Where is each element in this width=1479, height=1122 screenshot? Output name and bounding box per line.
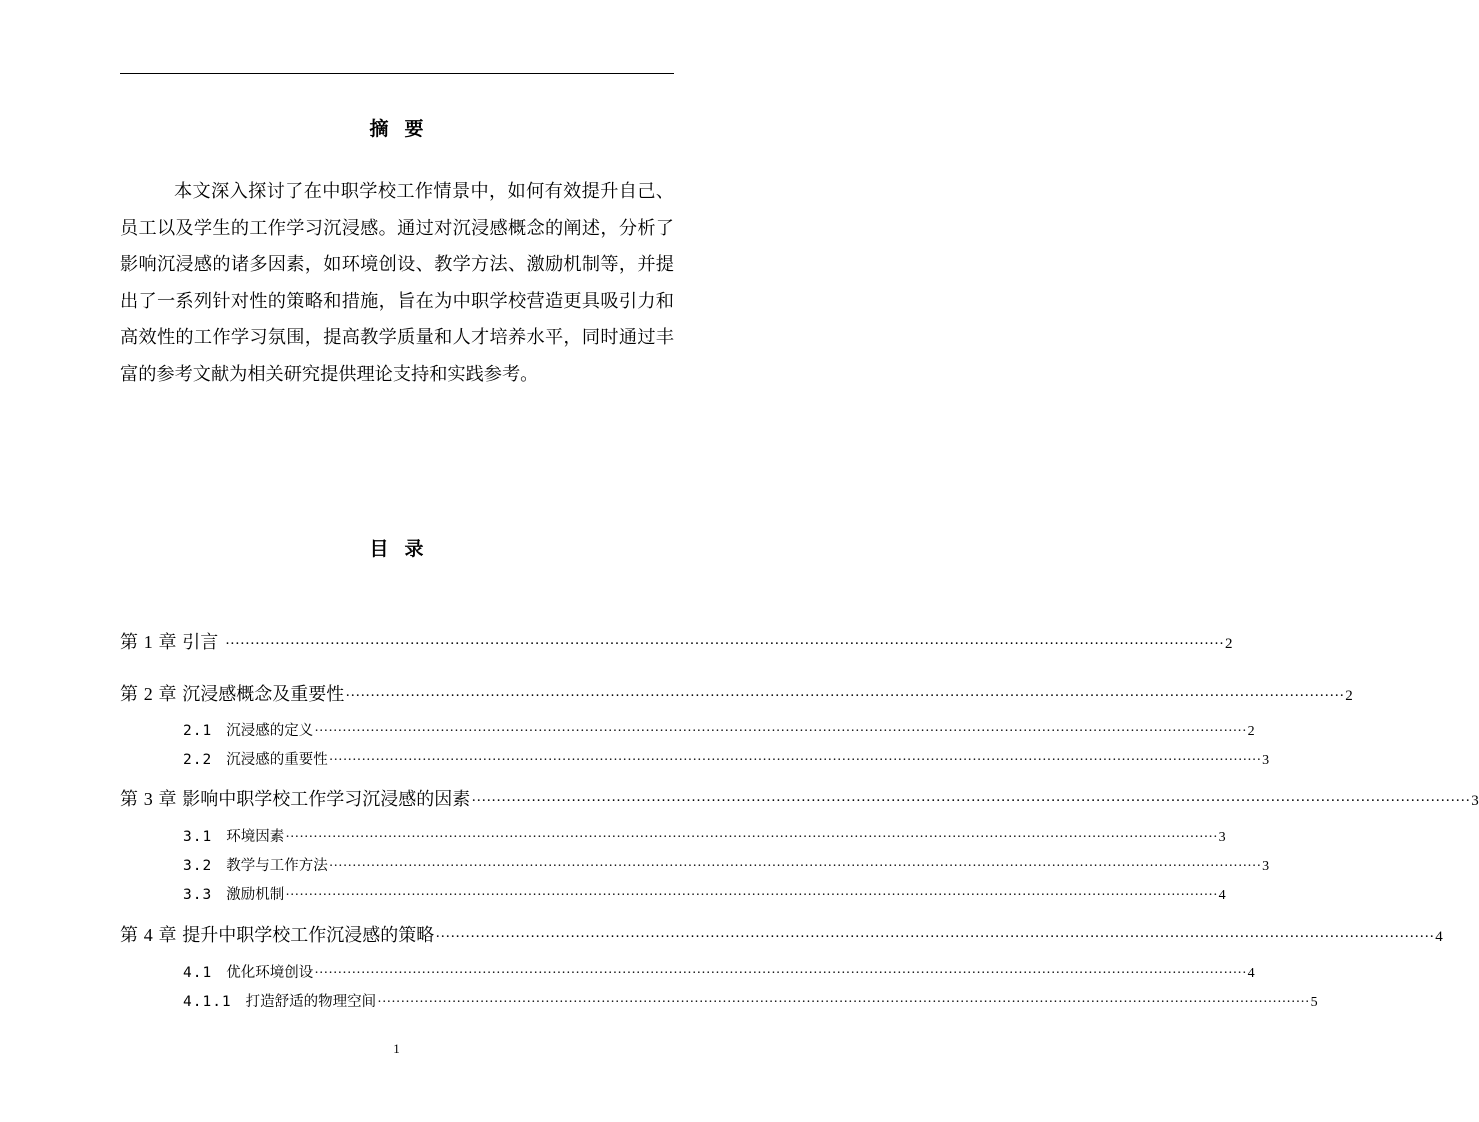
toc-entry-section-3-3[interactable] — [183, 883, 1226, 904]
toc-entry-chapter-2[interactable] — [120, 680, 1353, 706]
abstract-body: 本文深入探讨了在中职学校工作情景中，如何有效提升自己、员工以及学生的工作学习沉浸感。通过对沉浸感概念的阐述，分析了影响沉浸感的诸多因素，如环境创设、教学方法、激励机制等，并提出了一系列针对性的策略和措施，旨在为中职学校营造更具吸引力和高效性的工作学习氛围，提高教学质量和人才培养水平，同时通过丰富的参考文献为相关研究提供理论支持和实践参考。 — [120, 181, 674, 385]
toc-leader-dots: ········································································································································································································ — [345, 688, 1345, 704]
toc-entry-page: 2 — [1247, 724, 1255, 739]
toc-entry-page: 3 — [1262, 753, 1270, 768]
toc-entry-page: 5 — [1310, 995, 1318, 1010]
toc-entry-page: 3 — [1471, 793, 1479, 809]
toc-leader-dots: ········································································································································································································ — [377, 995, 1310, 1010]
toc-leader-dots: ········································································································································································································ — [314, 724, 1247, 739]
toc-leader-dots: ········································································································································································································ — [285, 830, 1218, 845]
toc-entry-label: 3.3 激励机制 — [183, 887, 285, 903]
toc-entry-label: 第 3 章 影响中职学校工作学习沉浸感的因素 — [120, 789, 471, 810]
toc-entry-section-2-2[interactable] — [183, 748, 1270, 769]
toc-entry-page: 2 — [1224, 636, 1233, 652]
toc-entry-page: 4 — [1435, 929, 1443, 945]
header-rule — [120, 73, 674, 74]
toc-entry-label: 4.1.1 打造舒适的物理空间 — [183, 994, 377, 1010]
toc-title: 目录 — [369, 538, 440, 560]
toc-entry-section-4-1[interactable] — [183, 961, 1255, 982]
toc-entry-section-3-1[interactable] — [183, 825, 1226, 846]
toc-entry-page: 4 — [1247, 966, 1255, 981]
toc-entry-page: 3 — [1262, 859, 1270, 874]
toc-leader-dots: ········································································································································································································ — [285, 888, 1218, 903]
toc-leader-dots: ········································································································································································································ — [328, 753, 1262, 768]
toc-leader-dots: ········································································································································································································ — [328, 859, 1262, 874]
toc-entry-chapter-1[interactable] — [120, 628, 1233, 654]
toc-entry-section-4-1-1[interactable] — [183, 990, 1318, 1011]
toc-entry-page: 4 — [1218, 888, 1226, 903]
toc-entry-section-3-2[interactable] — [183, 854, 1270, 875]
toc-entry-label: 第 2 章 沉浸感概念及重要性 — [120, 684, 345, 705]
toc-entry-page: 3 — [1218, 830, 1226, 845]
toc-entry-label: 3.1 环境因素 — [183, 829, 285, 845]
toc-entry-label: 2.1 沉浸感的定义 — [183, 723, 314, 739]
page-number: 1 — [393, 1041, 400, 1056]
toc-leader-dots: ········································································································································································································ — [471, 793, 1471, 809]
toc-leader-dots: ········································································································································································································ — [314, 966, 1247, 981]
toc-leader-dots: ········································································································································································································ — [435, 929, 1435, 945]
toc-entry-page: 2 — [1345, 688, 1353, 704]
toc-leader-dots: ········································································································································································································ — [224, 636, 1224, 652]
toc-entry-label: 第 4 章 提升中职学校工作沉浸感的策略 — [120, 925, 435, 946]
abstract-title: 摘要 — [369, 118, 440, 140]
toc-entry-section-2-1[interactable] — [183, 719, 1255, 740]
toc-entry-label: 4.1 优化环境创设 — [183, 965, 314, 981]
toc-entry-chapter-4[interactable] — [120, 921, 1443, 947]
toc-entry-label: 3.2 教学与工作方法 — [183, 858, 328, 874]
toc-entry-chapter-3[interactable] — [120, 785, 1479, 811]
toc-entry-label: 第 1 章 引言 — [120, 632, 219, 653]
toc-entry-label: 2.2 沉浸感的重要性 — [183, 752, 328, 768]
